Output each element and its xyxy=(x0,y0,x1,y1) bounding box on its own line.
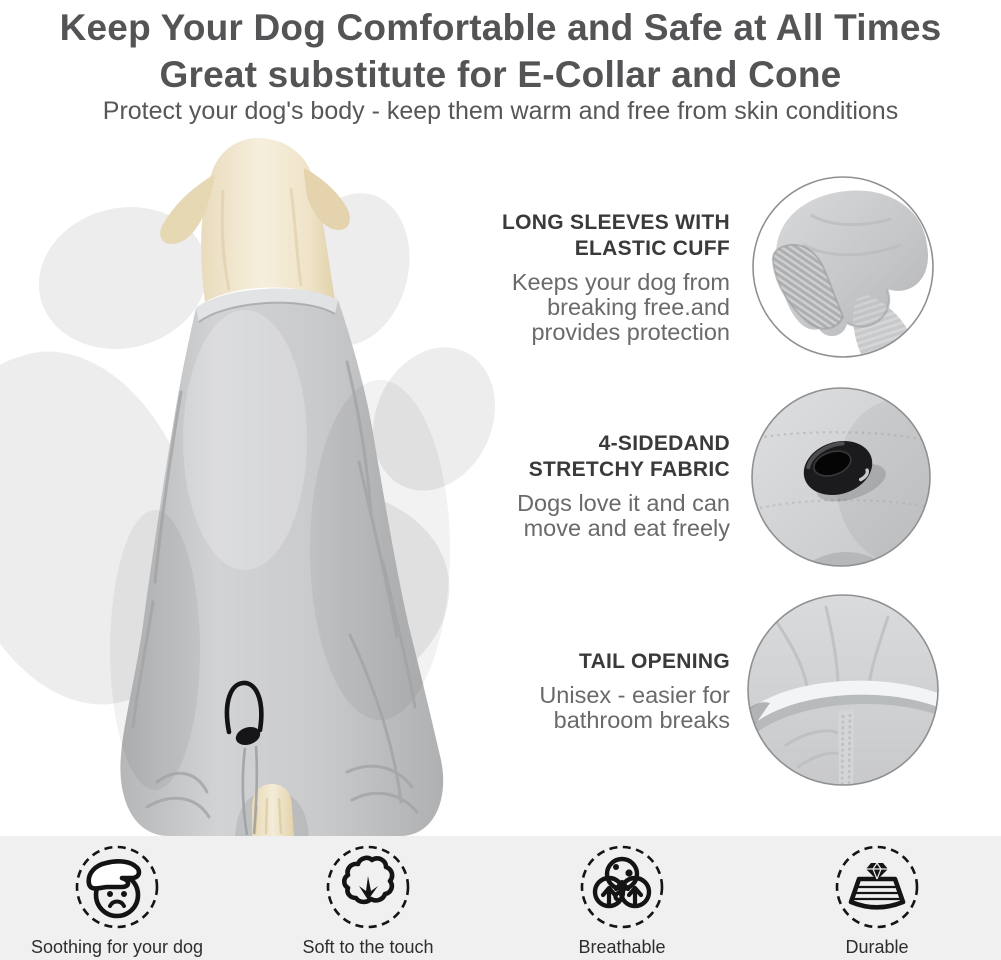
benefit-label: Soft to the touch xyxy=(302,937,434,957)
feature-title: 4-SIDEDAND xyxy=(598,432,730,455)
tail-opening-photo xyxy=(746,593,940,792)
feature-description: Keeps your dog from breaking free.and provides protection xyxy=(511,269,730,345)
feature-title: TAIL OPENING xyxy=(579,650,730,673)
benefit-label: Soothing for your dog xyxy=(30,937,204,957)
feature-description: Unisex - easier for bathroom breaks xyxy=(539,682,730,733)
benefit-label: Breathable xyxy=(578,937,666,957)
benefit-soft xyxy=(253,842,483,958)
durable-fabric-diamond-icon xyxy=(832,842,922,932)
feature-stretchy-fabric xyxy=(517,431,730,541)
headline-line2: Great substitute for E-Collar and Cone xyxy=(159,54,842,95)
soothing-dog-face-icon xyxy=(72,842,162,932)
breathable-cloud-arrows-icon xyxy=(577,842,667,932)
headline-line1: Keep Your Dog Comfortable and Safe at All Times xyxy=(59,7,942,48)
feature-title: ELASTIC CUFF xyxy=(574,237,730,260)
feature-tail-opening xyxy=(539,649,730,733)
feature-title: STRETCHY FABRIC xyxy=(528,458,730,481)
benefit-label: Durable xyxy=(845,937,909,957)
cotton-boll-icon xyxy=(323,842,413,932)
dog-in-recovery-suit-photo xyxy=(95,130,465,836)
feature-description: Dogs love it and can move and eat freely xyxy=(517,490,730,541)
stretchy-fabric-toggle-photo xyxy=(750,386,932,573)
headline xyxy=(0,4,1001,98)
benefit-soothing xyxy=(2,842,232,958)
benefit-breathable xyxy=(507,842,737,958)
subtitle: Protect your dog's body - keep them warm and free from skin conditions xyxy=(102,97,899,125)
sleeve-elastic-cuff-photo xyxy=(751,175,935,364)
benefit-durable xyxy=(762,842,992,958)
feature-title: LONG SLEEVES WITH xyxy=(502,211,730,234)
feature-long-sleeves xyxy=(502,210,730,345)
benefit-band xyxy=(0,836,1001,960)
